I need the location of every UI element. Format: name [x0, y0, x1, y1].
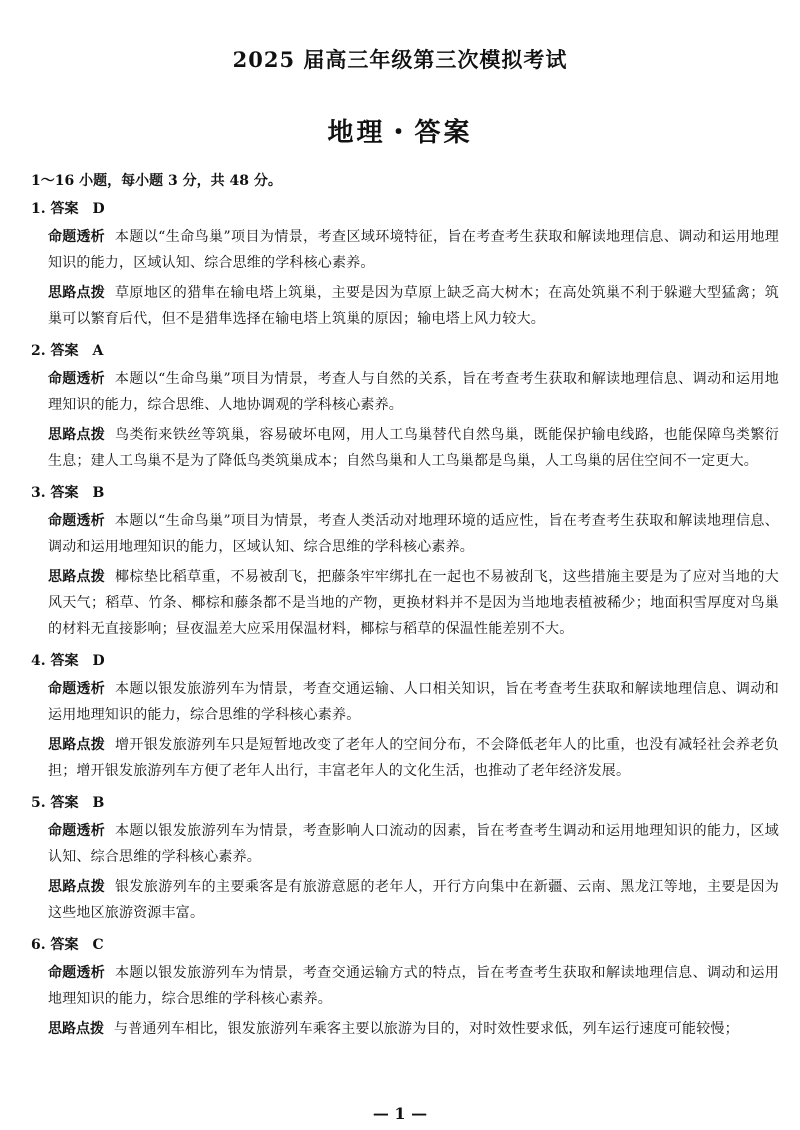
answer-choice: B [92, 795, 105, 811]
question-number: 2. 答案 [31, 343, 79, 359]
hint-label: 思路点拨 [48, 879, 105, 895]
hint-paragraph [48, 422, 779, 474]
answer-choice: C [92, 937, 104, 953]
hint-text: 增开银发旅游列车只是短暂地改变了老年人的空间分布，不会降低老年人的比重，也没有减轻社会养老负担；增开银发旅游列车方便了老年人出行，丰富老年人的文化生活，也推动了老年经济发展。 [48, 737, 779, 779]
answer-choice: A [92, 343, 104, 359]
question-number: 5. 答案 [31, 795, 79, 811]
analysis-label: 命题透析 [48, 229, 105, 245]
analysis-paragraph [48, 818, 779, 870]
hint-paragraph [48, 1016, 779, 1042]
analysis-paragraph [48, 224, 779, 276]
answer-choice: D [92, 653, 105, 669]
hint-text: 椰棕垫比稻草重，不易被刮飞，把藤条牢牢绑扎在一起也不易被刮飞，这些措施主要是为了应对当地的大风天气；稻草、竹条、椰棕和藤条都不是当地的产物，更换材料并不是因为当地地表植被稀少；地面积雪厚度对鸟巢的材料无直接影响；昼夜温差大应采用保温材料，椰棕与稻草的保温性能差别不大。 [48, 569, 779, 637]
hint-text: 银发旅游列车的主要乘客是有旅游意愿的老年人，开行方向集中在新疆、云南、黑龙江等地，主要是因为这些地区旅游资源丰富。 [48, 879, 779, 921]
analysis-label: 命题透析 [48, 681, 105, 697]
answer-choice: B [92, 485, 105, 501]
analysis-label: 命题透析 [48, 513, 105, 529]
subject-title: 地理・答案 [327, 118, 473, 148]
hint-text: 与普通列车相比，银发旅游列车乘客主要以旅游为目的，对时效性要求低，列车运行速度可能较慢； [114, 1021, 739, 1037]
analysis-paragraph [48, 366, 779, 418]
page-number: — 1 — [372, 1104, 428, 1123]
answer-choice: D [92, 201, 105, 217]
analysis-text: 本题以“生命鸟巢”项目为情景，考查人与自然的关系，旨在考查考生获取和解读地理信息、调动和运用地理知识的能力，综合思维、人地协调观的学科核心素养。 [48, 371, 779, 413]
answer-heading [31, 196, 779, 222]
hint-label: 思路点拨 [48, 737, 105, 753]
question-number: 3. 答案 [31, 485, 79, 501]
analysis-label: 命题透析 [48, 823, 105, 839]
question-number: 1. 答案 [31, 201, 79, 217]
hint-text: 草原地区的猎隼在输电塔上筑巢，主要是因为草原上缺乏高大树木；在高处筑巢不利于躲避大型猛禽；筑巢可以繁育后代，但不是猎隼选择在输电塔上筑巢的原因；输电塔上风力较大。 [48, 285, 779, 327]
analysis-text: 本题以银发旅游列车为情景，考查交通运输、人口相关知识，旨在考查考生获取和解读地理信息、调动和运用地理知识的能力，综合思维的学科核心素养。 [48, 681, 779, 723]
exam-title: 2025 届高三年级第三次模拟考试 [232, 47, 568, 72]
answer-heading [31, 790, 779, 816]
answer-heading [31, 338, 779, 364]
hint-paragraph [48, 564, 779, 642]
answer-item [31, 196, 779, 332]
answer-item [31, 480, 779, 642]
analysis-paragraph [48, 960, 779, 1012]
answer-heading [31, 480, 779, 506]
answer-heading [31, 648, 779, 674]
answer-heading [31, 932, 779, 958]
analysis-text: 本题以银发旅游列车为情景，考查交通运输方式的特点，旨在考查考生获取和解读地理信息、调动和运用地理知识的能力，综合思维的学科核心素养。 [48, 965, 779, 1007]
analysis-text: 本题以银发旅游列车为情景，考查影响人口流动的因素，旨在考查考生调动和运用地理知识的能力，区域认知、综合思维的学科核心素养。 [48, 823, 779, 865]
hint-paragraph [48, 874, 779, 926]
question-number: 4. 答案 [31, 653, 79, 669]
answer-item [31, 932, 779, 1042]
hint-label: 思路点拨 [48, 285, 105, 301]
hint-paragraph [48, 732, 779, 784]
analysis-label: 命题透析 [48, 371, 105, 387]
hint-label: 思路点拨 [48, 427, 105, 443]
analysis-paragraph [48, 508, 779, 560]
hint-label: 思路点拨 [48, 1021, 104, 1037]
hint-paragraph [48, 280, 779, 332]
analysis-text: 本题以“生命鸟巢”项目为情景，考查区域环境特征，旨在考查考生获取和解读地理信息、调动和运用地理知识的能力，区域认知、综合思维的学科核心素养。 [48, 229, 779, 271]
hint-text: 鸟类衔来铁丝等筑巢，容易破坏电网，用人工鸟巢替代自然鸟巢，既能保护输电线路，也能保障鸟类繁衍生息；建人工鸟巢不是为了降低鸟类筑巢成本；自然鸟巢和人工鸟巢都是鸟巢，人工鸟巢的居住空间不一定更大。 [48, 427, 779, 469]
hint-label: 思路点拨 [48, 569, 105, 585]
answer-item [31, 338, 779, 474]
analysis-text: 本题以“生命鸟巢”项目为情景，考查人类活动对地理环境的适应性，旨在考查考生获取和解读地理信息、调动和运用地理知识的能力，区域认知、综合思维的学科核心素养。 [48, 513, 779, 555]
question-number: 6. 答案 [31, 937, 79, 953]
analysis-label: 命题透析 [48, 965, 105, 981]
answer-item [31, 648, 779, 784]
section-intro: 1～16 小题，每小题 3 分，共 48 分。 [31, 173, 282, 189]
answer-item [31, 790, 779, 926]
answer-list [31, 196, 779, 1048]
analysis-paragraph [48, 676, 779, 728]
